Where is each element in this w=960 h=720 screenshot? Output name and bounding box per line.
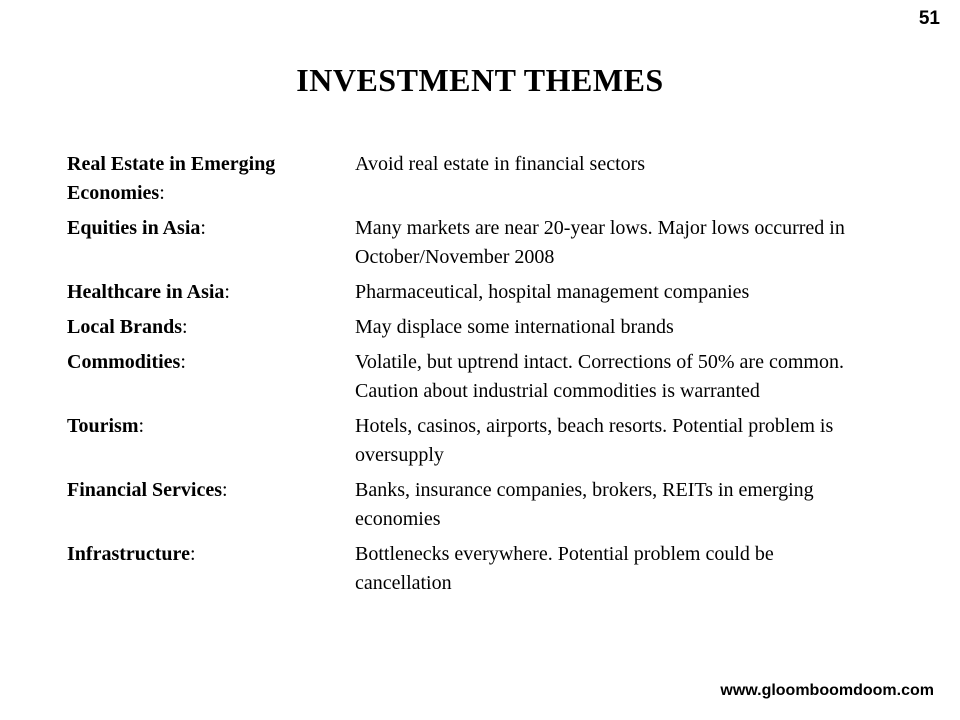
theme-label: Real Estate in Emerging Economies: xyxy=(67,153,276,204)
theme-row xyxy=(67,214,867,272)
theme-row xyxy=(67,476,867,534)
theme-description: May displace some international brands xyxy=(355,316,674,338)
theme-description: Hotels, casinos, airports, beach resorts. Potential problem is oversupply xyxy=(355,415,834,466)
theme-description: Many markets are near 20-year lows. Major lows occurred in October/November 2008 xyxy=(355,217,845,268)
footer-url: www.gloomboomdoom.com xyxy=(720,682,934,699)
theme-name: Local Brands xyxy=(67,316,183,338)
theme-label: Equities in Asia: xyxy=(67,217,206,239)
theme-name: Equities in Asia xyxy=(67,217,201,239)
theme-name: Healthcare in Asia xyxy=(67,281,225,303)
theme-label: Infrastructure: xyxy=(67,543,196,565)
theme-name: Real Estate in Emerging Economies xyxy=(67,153,276,204)
theme-label: Healthcare in Asia: xyxy=(67,281,230,303)
theme-name: Tourism xyxy=(67,415,139,437)
page-number: 51 xyxy=(918,8,940,29)
theme-description: Volatile, but uptrend intact. Corrections of 50% are common. Caution about industrial commodities is warranted xyxy=(355,351,844,402)
theme-label: Commodities: xyxy=(67,351,186,373)
theme-row xyxy=(67,412,867,470)
themes-list xyxy=(67,150,867,604)
theme-name: Financial Services xyxy=(67,479,222,501)
theme-name: Infrastructure xyxy=(67,543,190,565)
theme-description: Banks, insurance companies, brokers, REITs in emerging economies xyxy=(355,479,814,530)
theme-row xyxy=(67,313,867,342)
theme-description: Avoid real estate in financial sectors xyxy=(355,153,646,175)
theme-row xyxy=(67,348,867,406)
theme-label: Financial Services: xyxy=(67,479,228,501)
theme-row xyxy=(67,150,867,208)
theme-description: Pharmaceutical, hospital management companies xyxy=(355,281,750,303)
theme-row xyxy=(67,278,867,307)
theme-label: Tourism: xyxy=(67,415,145,437)
theme-description: Bottlenecks everywhere. Potential problem could be cancellation xyxy=(355,543,774,594)
theme-label: Local Brands: xyxy=(67,316,188,338)
theme-name: Commodities xyxy=(67,351,181,373)
page-title: INVESTMENT THEMES xyxy=(296,62,664,98)
theme-row xyxy=(67,540,867,598)
